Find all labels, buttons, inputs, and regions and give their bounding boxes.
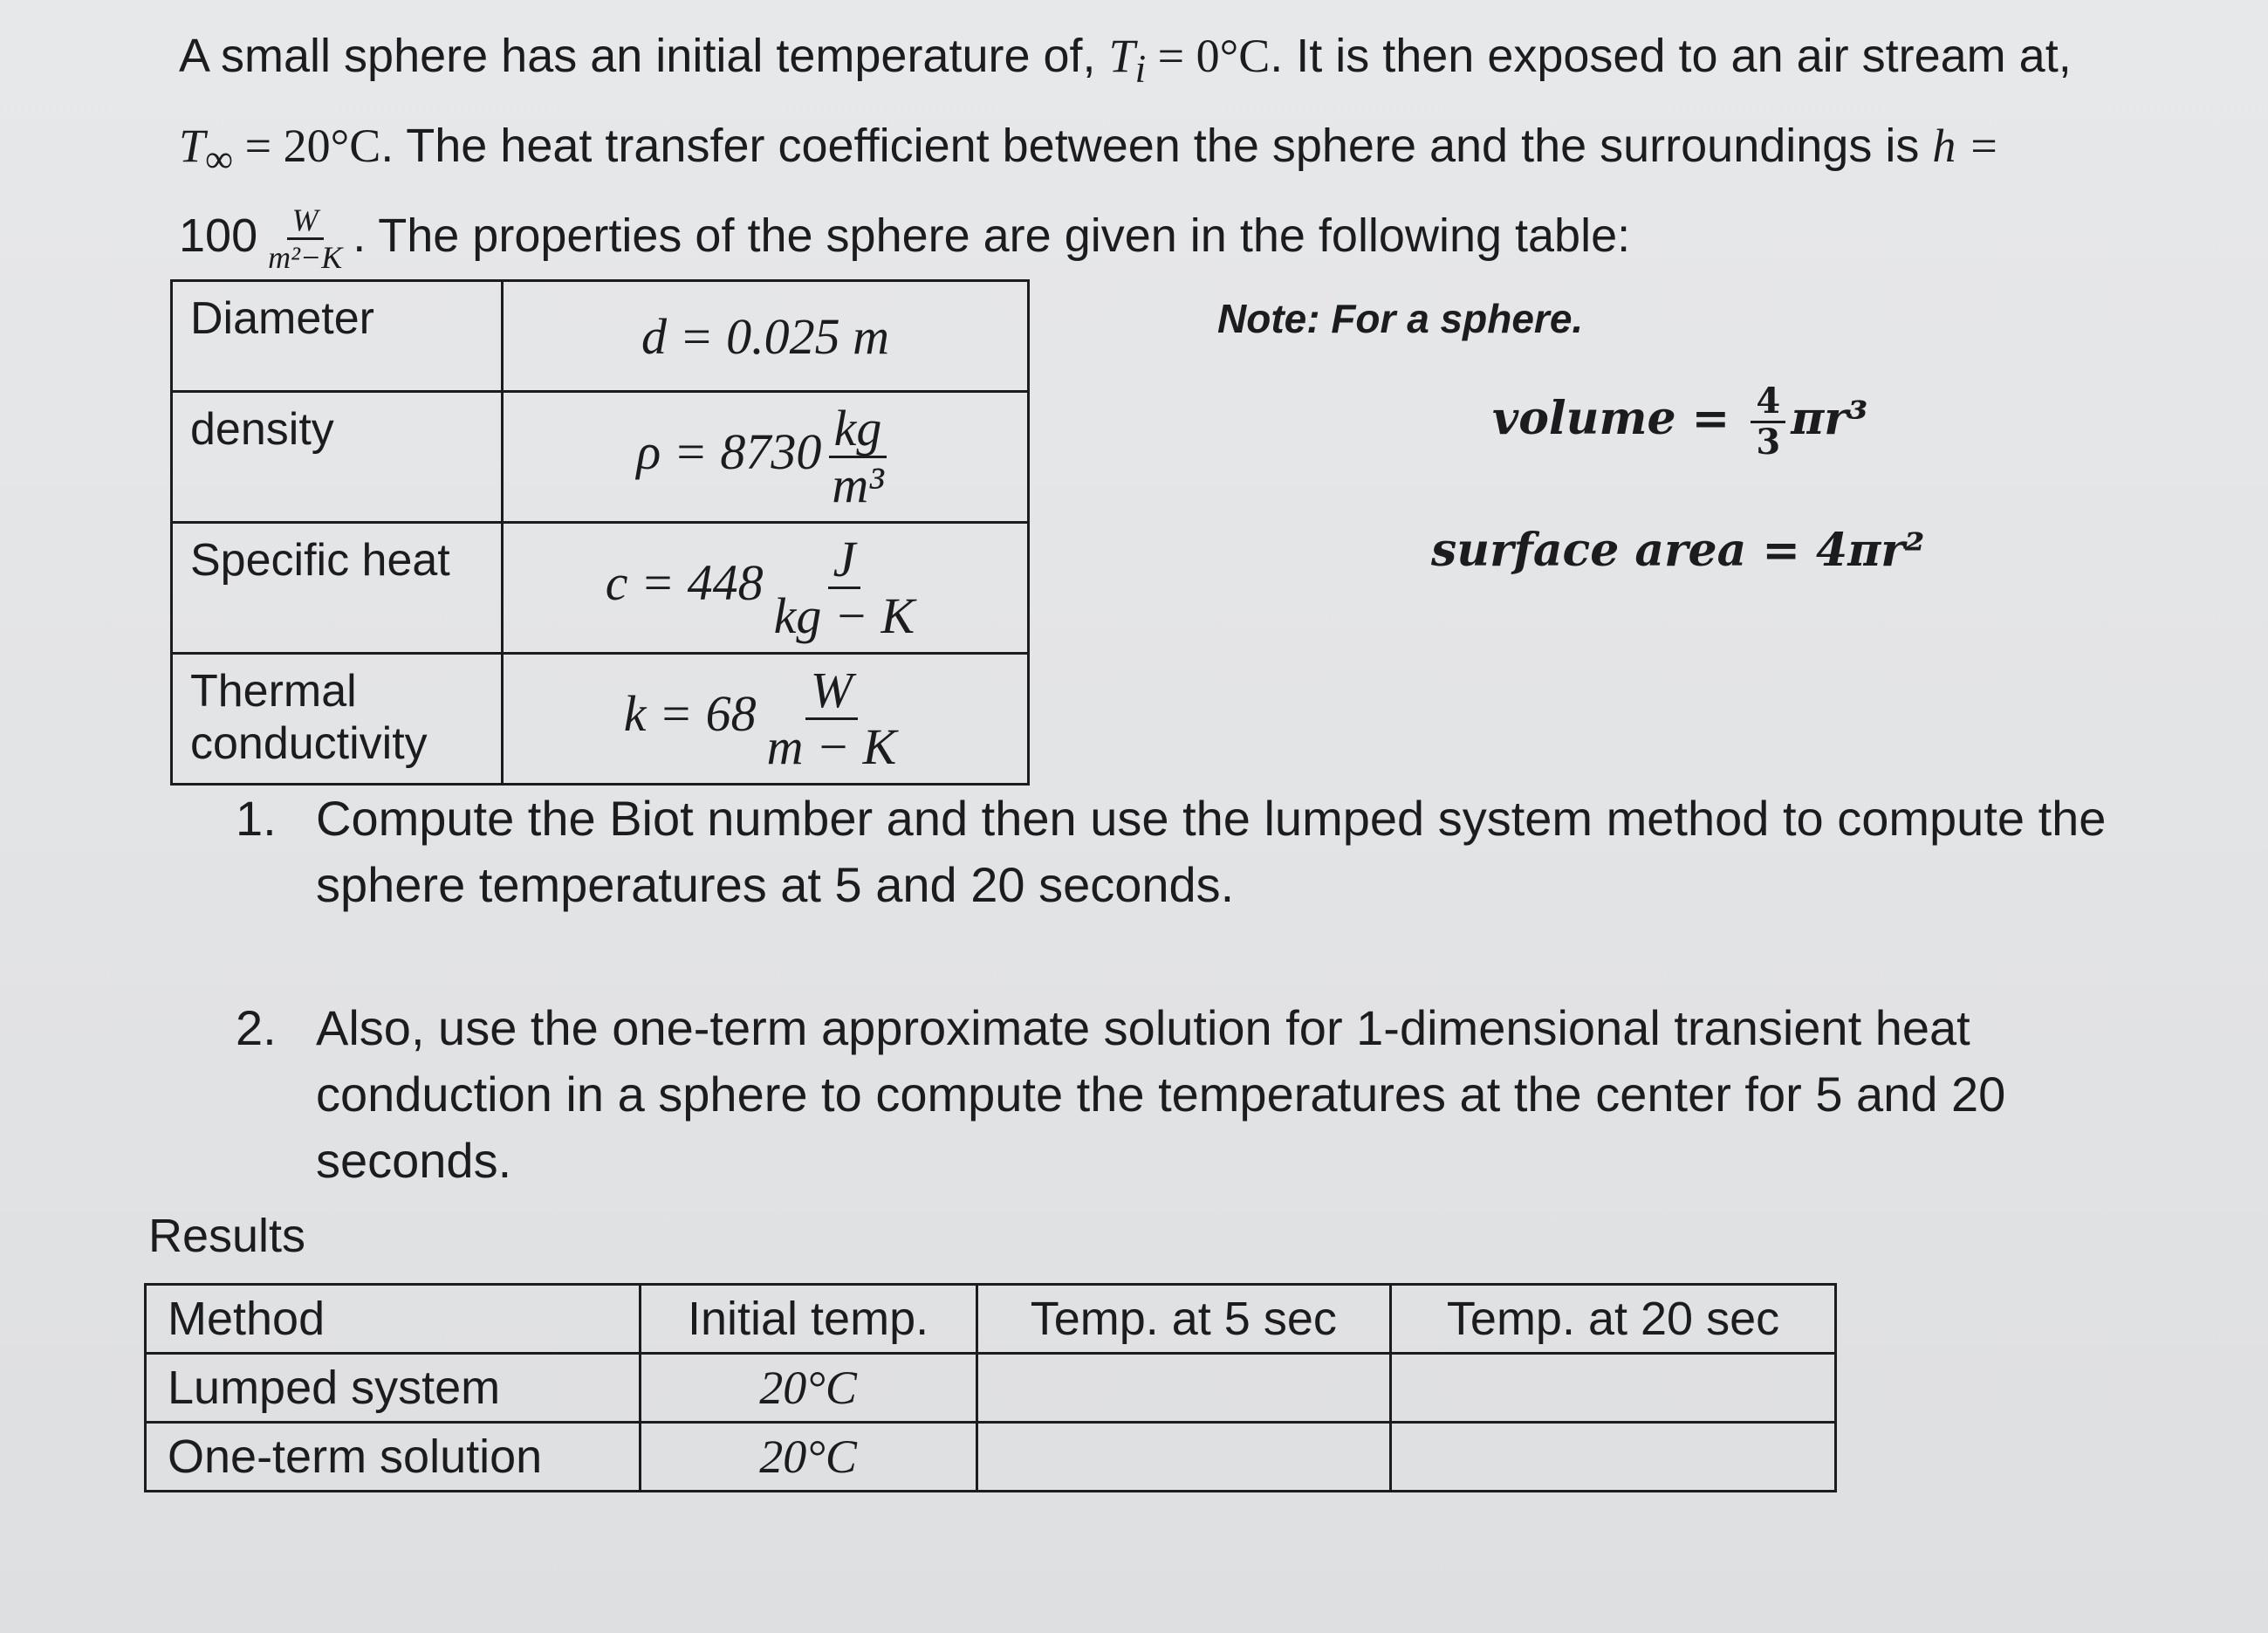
ti-subscript: i <box>1134 46 1147 91</box>
intro-text-1-tail: . It is then exposed to an air stream at, <box>1270 30 2072 82</box>
intro-text-3-tail: . The properties of the sphere are given in the following table: <box>353 209 1631 262</box>
results-table <box>144 1283 1837 1492</box>
property-value <box>503 392 1029 523</box>
intro-line-3 <box>179 197 2099 274</box>
area-rhs: = 4πr² <box>1762 524 1925 577</box>
volume-rhs: πr³ <box>1791 392 1868 445</box>
volume-fraction <box>1751 381 1785 463</box>
property-value-expression: d = 0.025 m <box>641 307 890 365</box>
property-value-expression: c = 448 <box>605 553 764 611</box>
unit-denominator: m³ <box>832 456 884 513</box>
results-column-header: Temp. at 5 sec <box>976 1285 1391 1354</box>
intro-text-2-tail: . The heat transfer coefficient between the sphere and the surroundings is <box>380 119 1920 172</box>
tinf-value: = 20°C <box>244 119 381 172</box>
volume-lhs: volume = <box>1492 392 1730 445</box>
question-text: Also, use the one-term approximate solution for 1-dimensional transient heat conduction in a sphere to compute the temperatures at the center for 5 and 20 seconds. <box>316 1000 2006 1188</box>
property-label: density <box>172 392 503 523</box>
results-cell: Lumped system <box>146 1354 641 1423</box>
unit-numerator: kg <box>829 403 887 458</box>
results-row <box>146 1354 1836 1423</box>
ti-symbol: T <box>1108 30 1135 82</box>
results-column-header: Initial temp. <box>640 1285 976 1354</box>
ti-expression <box>1108 30 1271 91</box>
question-item <box>236 786 2199 918</box>
results-cell: 20°C <box>640 1354 976 1423</box>
property-row <box>172 523 1029 654</box>
properties-table-body <box>172 281 1029 785</box>
unit-numerator: W <box>805 665 858 720</box>
property-label: Diameter <box>172 281 503 392</box>
question-number: 2. <box>236 1000 277 1055</box>
volume-denominator: 3 <box>1756 422 1781 463</box>
ti-value: = 0°C <box>1157 30 1271 82</box>
h-unit-numerator: W <box>287 204 324 240</box>
property-value-expression: k = 68 <box>623 684 757 742</box>
tinf-expression <box>179 119 381 181</box>
h-value: 100 <box>179 209 258 262</box>
unit-numerator: J <box>828 534 861 589</box>
question-item <box>236 995 2199 1194</box>
results-row <box>146 1423 1836 1492</box>
h-unit-denominator: m²−K <box>268 239 343 275</box>
answer-cell[interactable] <box>1391 1354 1836 1423</box>
results-cell: 20°C <box>640 1423 976 1492</box>
h-unit-fraction <box>263 204 347 273</box>
property-value <box>503 523 1029 654</box>
answer-cell[interactable] <box>1391 1423 1836 1492</box>
unit-denominator: m − K <box>766 718 897 775</box>
results-column-header: Temp. at 20 sec <box>1391 1285 1836 1354</box>
property-label: Thermal conductivity <box>172 654 503 785</box>
intro-line-2 <box>179 107 2099 197</box>
volume-numerator: 4 <box>1751 384 1785 423</box>
unit-denominator: kg − K <box>773 587 915 644</box>
property-unit-fraction <box>826 400 888 513</box>
intro-text-1: A small sphere has an initial temperature of, <box>179 30 1096 82</box>
problem-statement <box>179 17 2099 274</box>
answer-cell[interactable] <box>976 1423 1391 1492</box>
property-unit-fraction <box>762 662 902 775</box>
property-row <box>172 281 1029 392</box>
property-value-expression: ρ = 8730 <box>636 422 822 480</box>
property-row <box>172 392 1029 523</box>
surface-area-formula <box>1431 524 1924 577</box>
question-text: Compute the Biot number and then use the lumped system method to compute the sphere temperatures at 5 and 20 seconds. <box>316 791 2107 912</box>
property-row <box>172 654 1029 785</box>
h-symbol: h = <box>1932 119 2000 172</box>
tinf-symbol: T <box>179 119 206 172</box>
results-heading: Results <box>148 1210 306 1262</box>
tinf-subscript: ∞ <box>205 136 234 181</box>
intro-line-1 <box>179 17 2099 107</box>
property-value <box>503 654 1029 785</box>
results-column-header: Method <box>146 1285 641 1354</box>
property-value <box>503 281 1029 392</box>
properties-table <box>170 279 1030 786</box>
property-label: Specific heat <box>172 523 503 654</box>
question-list <box>236 786 2199 1271</box>
results-header-row <box>146 1285 1836 1354</box>
volume-formula <box>1492 381 1868 463</box>
results-cell: One-term solution <box>146 1423 641 1492</box>
property-unit-fraction <box>769 531 921 644</box>
area-lhs: surface area <box>1431 524 1747 577</box>
note-title: Note: For a sphere. <box>1217 296 1584 341</box>
question-number: 1. <box>236 791 277 846</box>
results-table-body <box>146 1285 1836 1492</box>
answer-cell[interactable] <box>976 1354 1391 1423</box>
